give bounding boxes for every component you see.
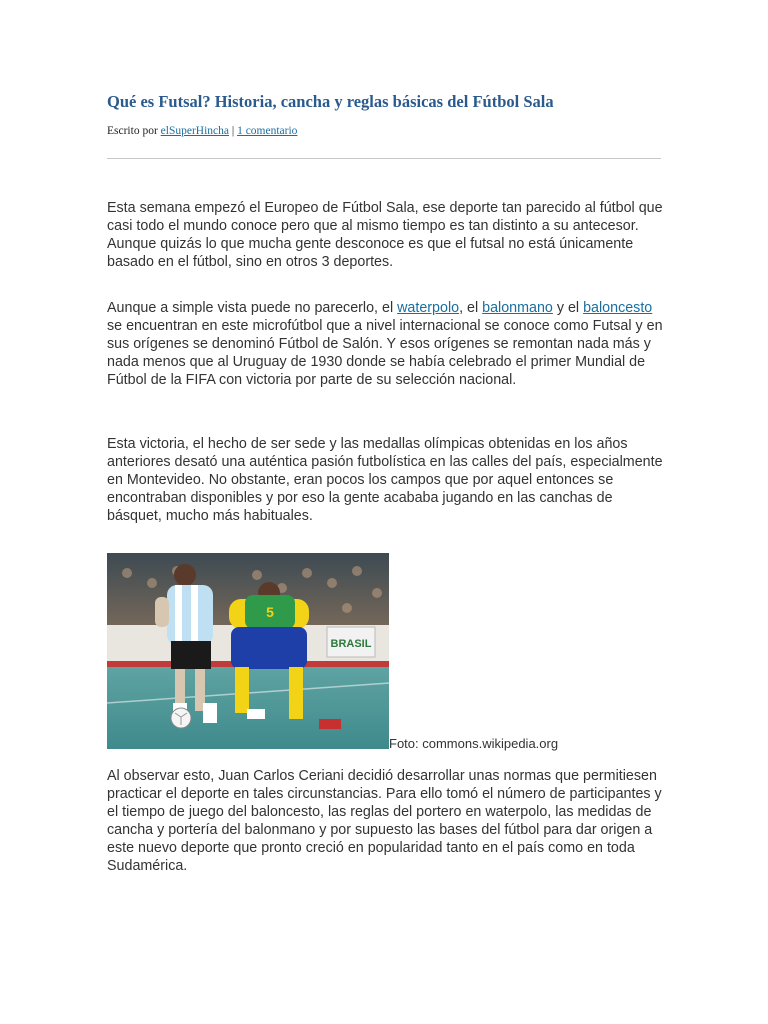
balonmano-link[interactable]: balonmano [482, 300, 553, 316]
p2-text-4: se encuentran en este microfútbol que a nivel internacional se conoce como Futsal y en sus orígenes se denominó Fútbol de Salón. Y esos orígenes se remontan nada más y nada menos que al Uruguay de 1930 donde se había celebrado el primer Mundial de Fútbol de la FIFA con victoria por parte de su selección nacional. [107, 318, 663, 388]
divider [107, 158, 661, 159]
article-title: Qué es Futsal? Historia, cancha y reglas básicas del Fútbol Sala [107, 92, 554, 111]
p2-text-1: Aunque a simple vista puede no parecerlo, el [107, 300, 398, 316]
futsal-photo [107, 553, 389, 749]
paragraph-ceriani: Al observar esto, Juan Carlos Ceriani decidió desarrollar unas normas que permitiesen practicar el deporte en tales circunstancias. Para ello tomó el número de participantes y el tiempo de juego del baloncesto, las reglas del portero en waterpolo, las medidas de cancha y portería del balonmano y por supuesto las bases del fútbol para dar origen a este nuevo deporte que pronto creció en popularidad tanto en el país como en toda Sudamérica. [107, 768, 662, 874]
baloncesto-link[interactable]: baloncesto [583, 300, 653, 316]
p2-text-3: y el [552, 300, 584, 316]
paragraph-victory: Esta victoria, el hecho de ser sede y las medallas olímpicas obtenidas en los años anteriores desató una auténtica pasión futbolística en las calles del país, especialmente en Montevideo. No obstante, eran pocos los campos que por aquel entonces se encontraban disponibles y por eso la gente acababa jugando en las canchas de básquet, mucho más habituales. [107, 436, 663, 524]
byline-separator: | [229, 125, 238, 137]
author-link[interactable]: elSuperHincha [160, 125, 229, 137]
paragraph-intro: Esta semana empezó el Europeo de Fútbol Sala, ese deporte tan parecido al fútbol que casi todo el mundo conoce pero que al mismo tiempo es tan distinto a su antecesor. Aunque quizás lo que mucha gente desconoce es que el futsal no está únicamente basado en el fútbol, sino en otros 3 deportes. [107, 200, 663, 270]
banner-text: BRASIL [330, 638, 372, 650]
byline [107, 125, 297, 137]
p2-text-2: , el [459, 300, 483, 316]
photo-caption: Foto: commons.wikipedia.org [389, 736, 559, 751]
waterpolo-link[interactable]: waterpolo [397, 300, 460, 316]
byline-prefix: Escrito por [107, 125, 161, 137]
futsal-photo-illustration [107, 553, 389, 749]
comments-link[interactable]: 1 comentario [237, 125, 298, 137]
shirt-number: 5 [266, 604, 274, 620]
paragraph-origins [107, 299, 667, 389]
